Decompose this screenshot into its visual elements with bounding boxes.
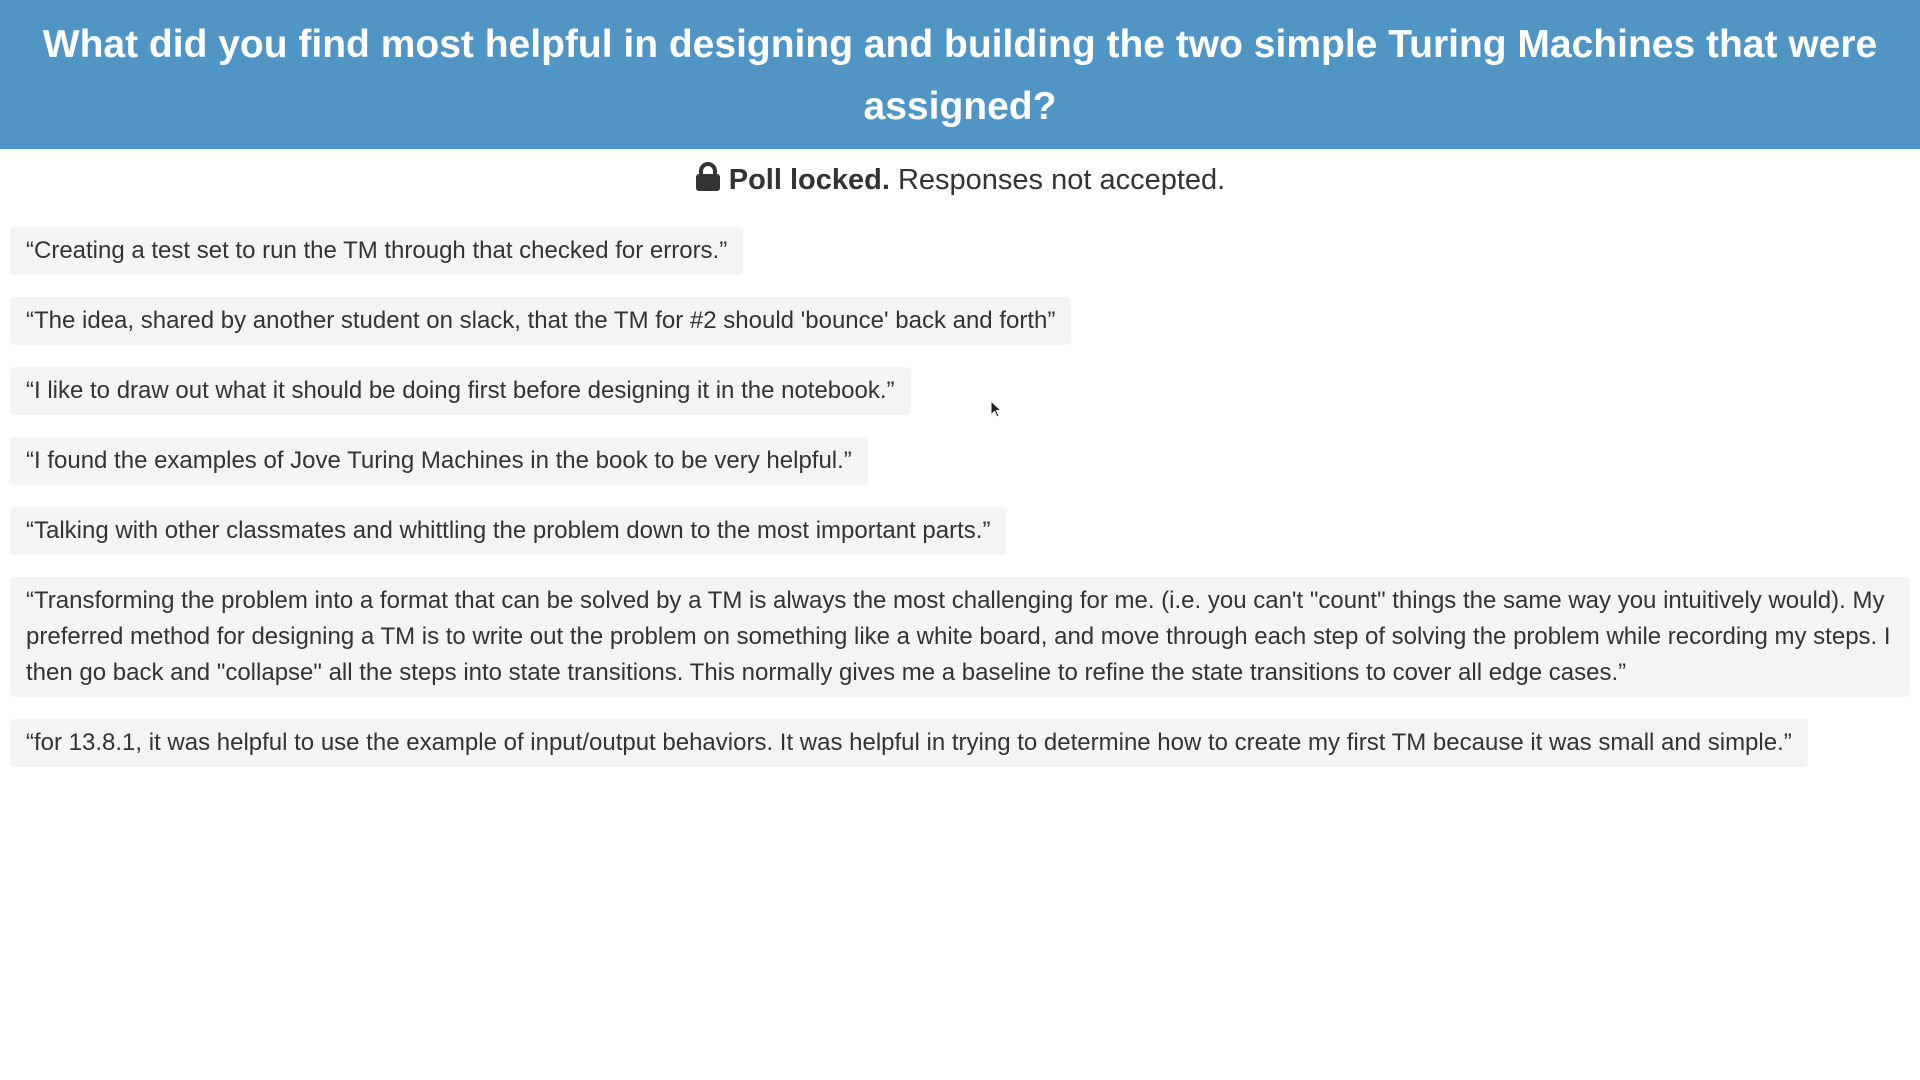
response-item: “Talking with other classmates and whittling the problem down to the most important parts.” xyxy=(10,507,1006,555)
lock-icon xyxy=(695,162,721,192)
response-item: “Transforming the problem into a format that can be solved by a TM is always the most challenging for me. (i.e. you can't "count" things the same way you intuitively would). My preferred method for designing a TM is to write out the problem on something like a white board, and move through each step of solving the problem while recording my steps. I then go back and "collapse" all the steps into state transitions. This normally gives me a baseline to refine the state transitions to cover all edge cases.” xyxy=(10,577,1910,697)
response-item: “for 13.8.1, it was helpful to use the example of input/output behaviors. It was helpful in trying to determine how to create my first TM because it was small and simple.” xyxy=(10,719,1808,767)
response-item: “I found the examples of Jove Turing Machines in the book to be very helpful.” xyxy=(10,437,868,485)
response-item: “I like to draw out what it should be doing first before designing it in the notebook.” xyxy=(10,367,911,415)
poll-status-message: Responses not accepted. xyxy=(897,164,1226,196)
response-item: “The idea, shared by another student on slack, that the TM for #2 should 'bounce' back and forth” xyxy=(10,297,1071,345)
poll-locked-label: Poll locked. xyxy=(728,164,890,196)
poll-question-header xyxy=(0,0,1920,149)
poll-question: What did you find most helpful in designing and building the two simple Turing Machines that were assigned? xyxy=(42,23,1878,128)
response-list xyxy=(0,227,1920,767)
response-item: “Creating a test set to run the TM through that checked for errors.” xyxy=(10,227,743,275)
poll-status xyxy=(0,162,1920,198)
mouse-cursor-icon xyxy=(990,400,1002,418)
